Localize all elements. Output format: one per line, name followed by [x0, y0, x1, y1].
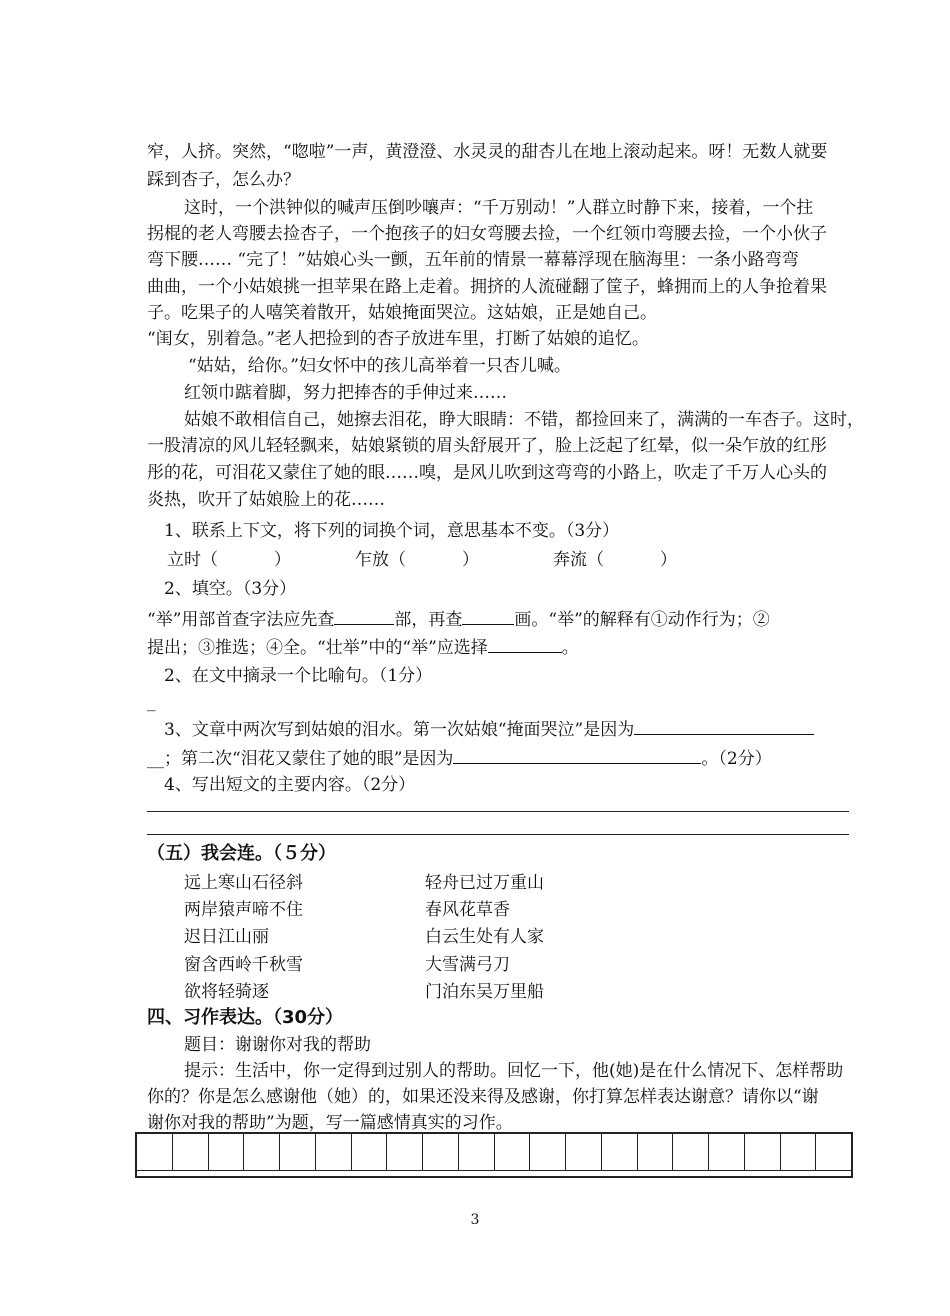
poem-line-right[interactable]: 门泊东吴万里船 — [425, 982, 544, 1002]
grid-cell[interactable] — [781, 1134, 817, 1170]
question-1-word-2: 乍放（ ） — [355, 550, 479, 570]
question-2: 2、填空。（3分） — [164, 579, 297, 599]
answer-line[interactable] — [147, 834, 849, 835]
grid-cell[interactable] — [280, 1134, 316, 1170]
passage-line: “姑姑，给你。”妇女怀中的孩儿高举着一只杏儿喊。 — [188, 356, 571, 376]
section-4-title: 四、习作表达。（30分） — [147, 1007, 344, 1028]
answer-blank[interactable] — [488, 634, 562, 653]
poem-line-left[interactable]: 欲将轻骑逐 — [184, 982, 269, 1002]
answer-blank[interactable] — [634, 716, 814, 735]
question-2-line-1: “举”用部首查字法应先查 部，再查 画。“举”的解释有①动作行为；② — [147, 606, 770, 632]
writing-grid[interactable] — [135, 1132, 853, 1178]
question-1-word-3: 奔流（ ） — [553, 550, 677, 570]
grid-cell[interactable] — [316, 1134, 352, 1170]
grid-cell[interactable] — [352, 1134, 388, 1170]
passage-line: “闺女，别着急。”老人把捡到的杏子放进车里，打断了姑娘的追忆。 — [147, 329, 649, 349]
passage-line: 一股清凉的风儿轻轻飘来，姑娘紧锁的眉头舒展开了，脸上泛起了红晕，似一朵乍放的红彤 — [147, 436, 827, 456]
grid-cell[interactable] — [423, 1134, 459, 1170]
essay-topic: 题目：谢谢你对我的帮助 — [184, 1035, 371, 1055]
grid-cell[interactable] — [566, 1134, 602, 1170]
grid-cell[interactable] — [459, 1134, 495, 1170]
question-4-line-2: __；第二次“泪花又蒙住了她的眼”是因为 。（2分） — [147, 745, 772, 771]
question-1: 1、联系上下文，将下列的词换个词，意思基本不变。（3分） — [164, 521, 620, 541]
passage-line: 曲曲，一个小姑娘挑一担苹果在路上走着。拥挤的人流碰翻了筐子，蜂拥而上的人争抢着果 — [147, 277, 827, 297]
passage-line: 窄，人挤。突然，“唿啦”一声，黄澄澄、水灵灵的甜杏儿在地上滚动起来。呀！无数人就要 — [147, 142, 828, 162]
passage-line: 子。吃果子的人嘻笑着散开，姑娘掩面哭泣。这姑娘，正是她自己。 — [147, 303, 657, 323]
grid-cell[interactable] — [638, 1134, 674, 1170]
question-3-mark: _ — [147, 692, 156, 712]
essay-hint-line: 提示：生活中，你一定得到过别人的帮助。回忆一下，他(她)是在什么情况下、怎样帮助 — [184, 1061, 844, 1081]
poem-line-left[interactable]: 窗含西岭千秋雪 — [184, 955, 303, 975]
answer-blank[interactable] — [334, 606, 394, 625]
passage-line: 姑娘不敢相信自己，她擦去泪花，睁大眼睛：不错，都捡回来了，满满的一车杏子。这时， — [184, 410, 864, 430]
grid-cell[interactable] — [602, 1134, 638, 1170]
grid-cell[interactable] — [709, 1134, 745, 1170]
poem-line-left[interactable]: 两岸猿声啼不住 — [184, 900, 303, 920]
writing-grid-row[interactable] — [137, 1134, 851, 1171]
grid-cell[interactable] — [137, 1134, 173, 1170]
poem-line-right[interactable]: 大雪满弓刀 — [425, 955, 510, 975]
poem-line-right[interactable]: 白云生处有人家 — [425, 927, 544, 947]
grid-cell[interactable] — [530, 1134, 566, 1170]
grid-cell[interactable] — [209, 1134, 245, 1170]
poem-line-left[interactable]: 迟日江山丽 — [184, 927, 269, 947]
passage-line: 炎热，吹开了姑娘脸上的花…… — [147, 490, 385, 510]
page-number: 3 — [470, 1212, 480, 1228]
passage-line: 弯下腰…… “完了！”姑娘心头一颤，五年前的情景一幕幕浮现在脑海里：一条小路弯弯 — [147, 250, 799, 270]
grid-cell[interactable] — [244, 1134, 280, 1170]
question-3: 2、在文中摘录一个比喻句。（1分） — [164, 666, 433, 686]
poem-line-right[interactable]: 轻舟已过万重山 — [425, 873, 544, 893]
grid-cell[interactable] — [173, 1134, 209, 1170]
passage-line: 彤的花，可泪花又蒙住了她的眼……嗅，是风儿吹到这弯弯的小路上，吹走了千万人心头的 — [147, 463, 827, 483]
question-2-line-2: 提出；③推选；④全。“壮举”中的“举”应选择 。 — [147, 634, 579, 660]
answer-blank[interactable] — [462, 606, 514, 625]
question-5: 4、写出短文的主要内容。（2分） — [164, 775, 416, 795]
poem-line-left[interactable]: 远上寒山石径斜 — [184, 873, 303, 893]
poem-line-right[interactable]: 春风花草香 — [425, 900, 510, 920]
answer-blank[interactable] — [453, 745, 701, 764]
section-5-title: （五）我会连。（５分） — [147, 843, 336, 864]
grid-cell[interactable] — [387, 1134, 423, 1170]
essay-hint-line: 谢你对我的帮助”为题，写一篇感情真实的习作。 — [147, 1113, 513, 1133]
question-1-word-1: 立时（ ） — [167, 550, 291, 570]
essay-hint-line: 你的？你是怎么感谢他（她）的，如果还没来得及感谢，你打算怎样表达谢意？请你以“谢 — [147, 1087, 819, 1107]
question-4-line-1: 3、文章中两次写到姑娘的泪水。第一次姑娘“掩面哭泣”是因为 — [164, 716, 814, 742]
grid-cell[interactable] — [816, 1134, 851, 1170]
passage-line: 拐棍的老人弯腰去捡杏子，一个抱孩子的妇女弯腰去捡，一个红领巾弯腰去捡，一个小伙子 — [147, 224, 827, 244]
passage-line: 踩到杏子，怎么办？ — [147, 170, 300, 190]
answer-line[interactable] — [147, 811, 849, 812]
grid-cell[interactable] — [745, 1134, 781, 1170]
passage-line: 这时，一个洪钟似的喊声压倒吵嚷声：“千万别动！”人群立时静下来，接着，一个拄 — [184, 198, 814, 218]
passage-line: 红领巾踮着脚，努力把捧杏的手伸过来…… — [184, 383, 507, 403]
grid-cell[interactable] — [495, 1134, 531, 1170]
grid-cell[interactable] — [673, 1134, 709, 1170]
